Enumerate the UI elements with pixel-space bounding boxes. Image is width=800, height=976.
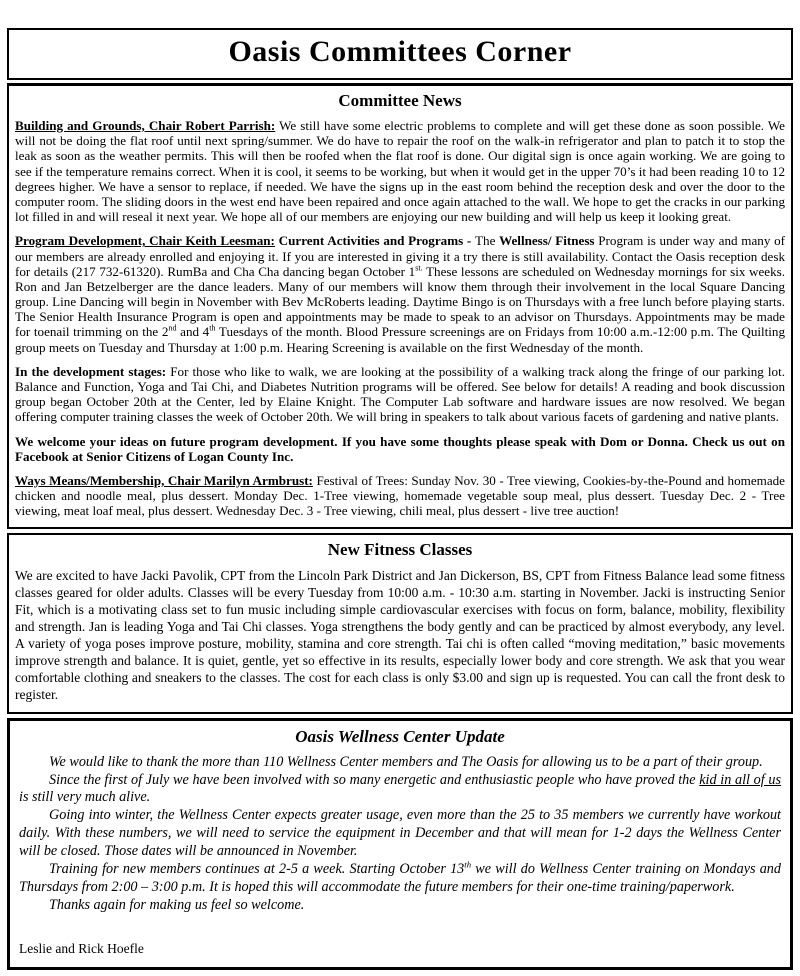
text-segment: We welcome your ideas on future program development. If you have some thoughts please speak with Dom or Donna. Check us out on Facebook at Senior Citizens of Logan County Inc. bbox=[15, 433, 785, 464]
wellness-update-heading: Oasis Wellness Center Update bbox=[295, 726, 505, 746]
text-segment: Festival of Trees: Sunday Nov. 30 - Tree viewing, Cookies-by-the-Pound and homemade chicken and noodle meal, plus dessert. Monday Dec. 1-Tree viewing, homemade vegetable soup meal, plus dessert. Tuesday Dec. 2 - Tree viewing, meat loaf meal, plus dessert. Wednesday Dec. 3 - Tree viewing, chili meal, plus dessert - live tree auction! bbox=[15, 472, 785, 519]
paragraph bbox=[15, 118, 785, 224]
text-segment: kid in all of us bbox=[699, 771, 781, 788]
text-segment: Program is under way and many of our members are already enrolled and enjoying it. If you are interested in giving it a try there is still availability. Contact the Oasis reception desk for details (217 732-61320). RumBa and Cha Cha dancing began October 1 bbox=[15, 233, 786, 279]
text-segment: and 4 bbox=[176, 324, 210, 340]
text-segment: Training for new members continues at 2-5 a week. Starting October 13 bbox=[49, 860, 465, 877]
committee-news-heading: Committee News bbox=[338, 91, 462, 110]
text-segment: Current Activities and Programs - bbox=[274, 233, 476, 249]
text-segment: is still very much alive. bbox=[19, 789, 151, 806]
text-segment: Building and Grounds, Chair Robert Parrish: bbox=[15, 118, 276, 133]
paragraph bbox=[19, 897, 781, 915]
paragraph bbox=[15, 434, 785, 464]
text-segment: nd bbox=[168, 324, 177, 334]
text-segment: These lessons are scheduled on Wednesday mornings for six weeks. Ron and Jan Betzelberger are the dance leaders. Many of our members will know them through their involvement in the local Square Dancing group. Line Dancing will begin in November with Bev McRoberts leading. Daytime Bingo is on Thursdays with a free lunch before playing starts. The Senior Health Insurance Program is open and appointments may be made to speak to an advisor on Thursdays. Appointments may be made for toenail trimming on the 2 bbox=[15, 263, 785, 340]
paragraph bbox=[15, 473, 785, 519]
wellness-update-body bbox=[19, 754, 781, 915]
text-segment: Tuesdays of the month. Blood Pressure screenings are on Fridays from 10:00 a.m.-12:00 p.m. The Quilting group meets on Tuesday and Thursday at 1:00 p.m. Hearing Screening is available on the first Wednesday of the month. bbox=[15, 324, 786, 355]
paragraph bbox=[19, 754, 781, 772]
paragraph bbox=[15, 567, 785, 704]
text-segment: st. bbox=[415, 263, 423, 273]
paragraph bbox=[15, 364, 785, 425]
text-segment: Ways Means/Membership, Chair Marilyn Armbrust: bbox=[15, 472, 313, 488]
fitness-classes-body bbox=[15, 567, 785, 704]
paragraph bbox=[19, 861, 781, 897]
section-committee-news bbox=[7, 83, 793, 529]
paragraph bbox=[15, 233, 785, 355]
section-new-fitness-classes bbox=[7, 533, 793, 714]
text-segment: For those who like to walk, we are looking at the possibility of a walking track along the fringe of our parking lot. Balance and Function, Yoga and Tai Chi, and Diabetes Nutrition programs will be offered. See below for details! A reading and book discussion group began October 20th at the Center, led by Elaine Knight. The Computer Lab software and hardware issues are now resolved. We began offering computer training classes the week of October 20th. We will bring in speakers to talk about various facets of gardening and native plants. bbox=[15, 363, 786, 425]
text-segment: In the development stages: bbox=[15, 363, 167, 379]
paragraph bbox=[19, 807, 781, 861]
page-title: Oasis Committees Corner bbox=[228, 35, 572, 68]
section-wellness-update bbox=[7, 718, 793, 970]
text-segment: We still have some electric problems to complete and will get these done as soon possible. We will not be doing the flat roof until next spring/summer. We do have to repair the roof on the walk-in refrigerator and plan to patch it to stop the leak as soon as the weather permits. This will then be roofed when the flat roof is done. Our digital sign is once again working. We are going to see if the temperature remains correct. When it is cool, it seems to be working, but when it would get in the upper 70’s it had been reading 10 to 12 degrees higher. We have a sensor to replace, if needed. We have the signs up in the east room behind the reception desk and over the door to the computer room. The sliding doors in the west end have been repaired and once again attached to the wall. We hope to get the cracks in our parking lot filled in and will reseal it next year. We hope all of our members are enjoying our new building and will help us keep it looking great. bbox=[15, 118, 785, 225]
committee-news-body bbox=[15, 118, 785, 519]
fitness-classes-heading: New Fitness Classes bbox=[327, 539, 473, 559]
page-title-box bbox=[7, 28, 793, 80]
text-segment: We would like to thank the more than 110 Wellness Center members and The Oasis for allowing us to be a part of their group. bbox=[49, 753, 763, 770]
text-segment: Wellness/ Fitness bbox=[499, 233, 595, 249]
signature: Leslie and Rick Hoefle bbox=[19, 940, 144, 956]
text-segment: Since the first of July we have been involved with so many energetic and enthusiastic people who have proved the bbox=[49, 771, 700, 788]
text-segment: We are excited to have Jacki Pavolik, CPT from the Lincoln Park District and Jan Dickerson, BS, CPT from Fitness Balance lead some fitness classes geared for older adults. Classes will be every Tuesday from 10:00 a.m. - 10:30 a.m. starting in November. Jacki is instructing Senior Fit, which is a motivating class set to fun music including simple cardiovascular exercises with focus on form, balance, mobility, flexibility and strength. Jan is leading Yoga and Tai Chi classes. Yoga strengthens the body gently and can be practiced by almost everybody, any level. A variety of yoga poses improve posture, mobility, stamina and core strength. Tai chi is often called “moving meditation,” basic movements improve strength and balance. It is quiet, gentle, yet so effective in its results, especially lower body and core strength. We ask that you wear comfortable clothing and sneakers to the classes. The cost for each class is only $3.00 and sign up is requested. You can call the front desk to register. bbox=[15, 567, 785, 703]
text-segment: Going into winter, the Wellness Center expects greater usage, even more than the 25 to 35 members we currently have workout daily. With these numbers, we will need to service the equipment in December and that will mean for 1-2 days the Wellness Center will be closed. Those dates will be announced in November. bbox=[19, 807, 781, 860]
text-segment: Program Development, Chair Keith Leesman: bbox=[15, 233, 275, 249]
text-segment: Thanks again for making us feel so welcome. bbox=[49, 896, 305, 913]
text-segment: The bbox=[475, 233, 500, 249]
text-segment: th bbox=[464, 859, 472, 870]
paragraph bbox=[19, 772, 781, 808]
text-segment: th bbox=[209, 324, 216, 334]
text-segment: we will do Wellness Center training on Mondays and Thursdays from 2:00 – 3:00 p.m. It is hoped this will accommodate the future members for their one-time training/paperwork. bbox=[19, 860, 781, 895]
